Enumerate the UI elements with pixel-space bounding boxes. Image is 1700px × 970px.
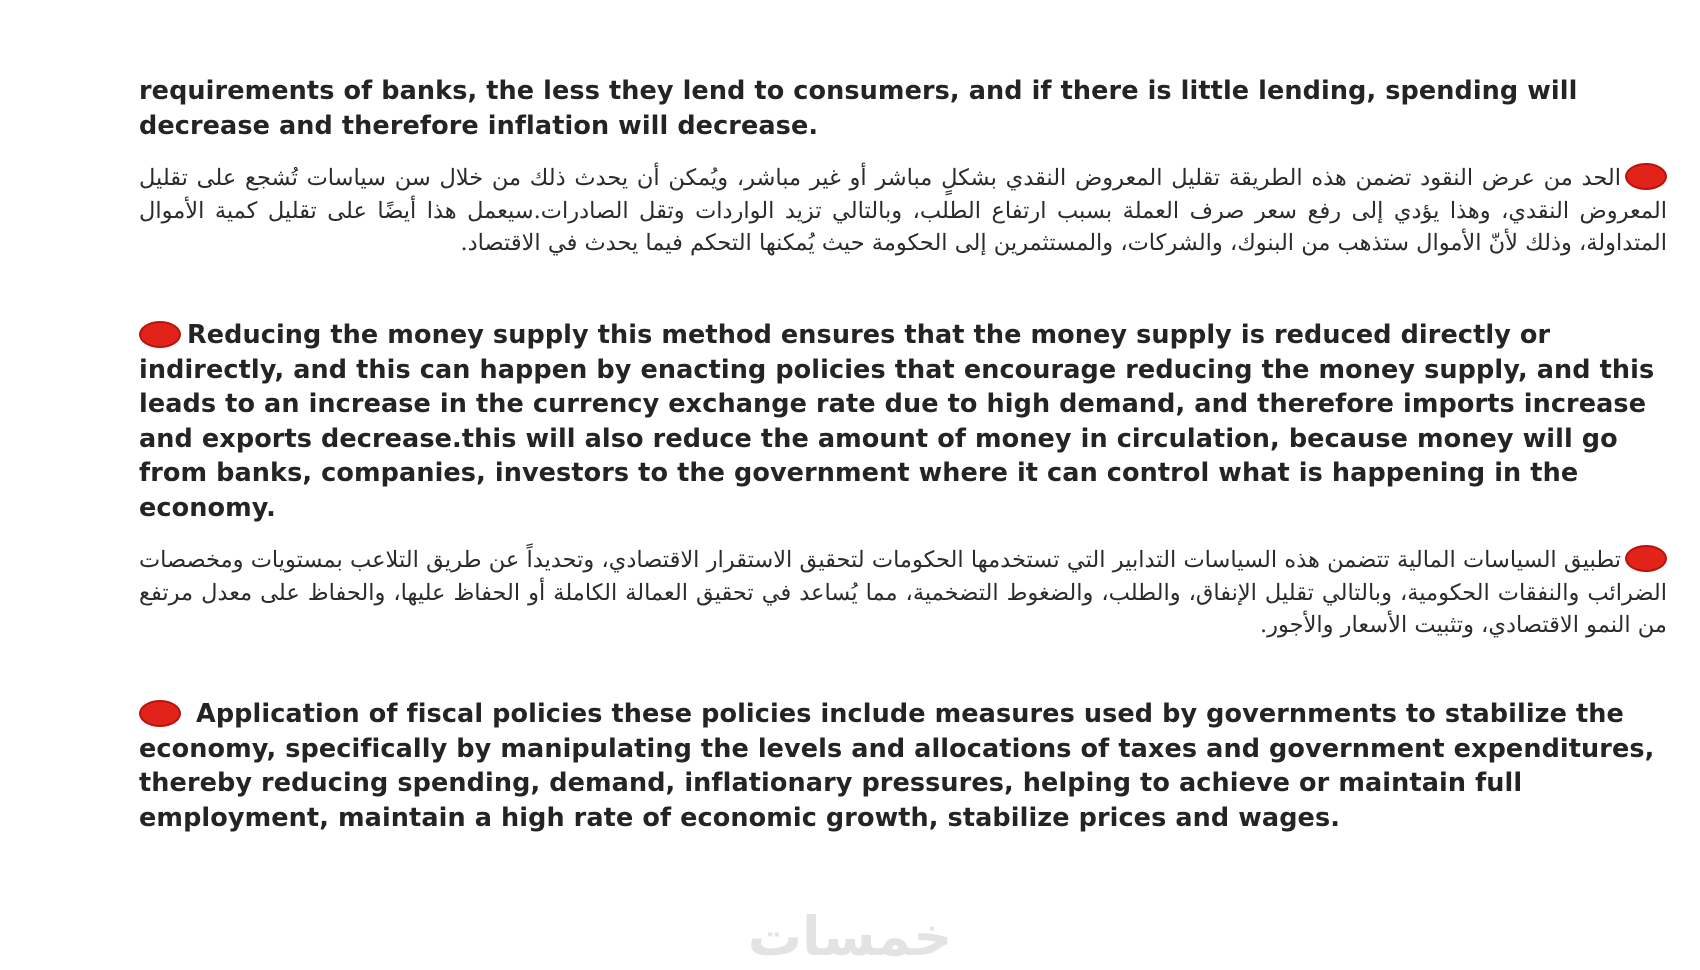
watermark-logo <box>700 900 1000 970</box>
paragraph-text: Reducing the money supply this method ensures that the money supply is reduced directly or indirectly, and this can happen by enacting policies that encourage reducing the money supply, and this leads to an increase in the currency exchange rate due to high demand, and therefore imports increase and exports decrease.this will also reduce the amount of money in circulation, because money will go from banks, companies, investors to the government where it can control what is happening in the economy. <box>139 320 1655 523</box>
watermark-logo-text: خمسات <box>747 905 953 968</box>
paragraph-text: الحد من عرض النقود تضمن هذه الطريقة تقليل المعروض النقدي بشكلٍ مباشر أو غير مباشر، ويُمكن أن يحدث ذلك من خلال سن سياسات تُشجع على تقليل المعروض النقدي، وهذا يؤدي إلى رفع سعر صرف العملة بسبب ارتفاع الطلب، وبالتالي تزيد الواردات وتقل الصادرات.سيعمل هذا أيضًا على تقليل كمية الأموال المتداولة، وذلك لأنّ الأموال ستذهب من البنوك، والشركات، والمستثمرين إلى الحكومة حيث يُمكنها التحكم فيما يحدث في الاقتصاد. <box>139 165 1667 256</box>
paragraph-text: requirements of banks, the less they lend to consumers, and if there is little lending, spending will decrease and therefore inflation will decrease. <box>139 76 1578 141</box>
red-bullet-icon <box>1625 163 1667 190</box>
english-paragraph-fiscal-policies <box>139 697 1679 835</box>
paragraph-text: Application of fiscal policies these policies include measures used by governments to stabilize the economy, specifically by manipulating the levels and allocations of taxes and government expenditures, thereby reducing spending, demand, inflationary pressures, helping to achieve or maintain full employment, maintain a high rate of economic growth, stabilize prices and wages. <box>139 699 1655 833</box>
paragraph-text: تطبيق السياسات المالية تتضمن هذه السياسات التدابير التي تستخدمها الحكومات لتحقيق الاستقرار الاقتصادي، وتحديداً عن طريق التلاعب بمستويات ومخصصات الضرائب والنفقات الحكومية، وبالتالي تقليل الإنفاق، والطلب، والضغوط التضخمية، مما يُساعد في تحقيق العمالة الكاملة أو الحفاظ عليها، والحفاظ على معدل مرتفع من النمو الاقتصادي، وتثبيت الأسعار والأجور. <box>139 547 1667 638</box>
english-paragraph-bank-lending <box>139 74 1679 143</box>
english-paragraph-money-supply <box>139 318 1679 525</box>
arabic-paragraph-money-supply <box>139 162 1667 260</box>
arabic-paragraph-fiscal-policies <box>139 544 1667 642</box>
red-bullet-icon <box>139 321 181 348</box>
red-bullet-icon <box>1625 545 1667 572</box>
red-bullet-icon <box>139 700 181 727</box>
